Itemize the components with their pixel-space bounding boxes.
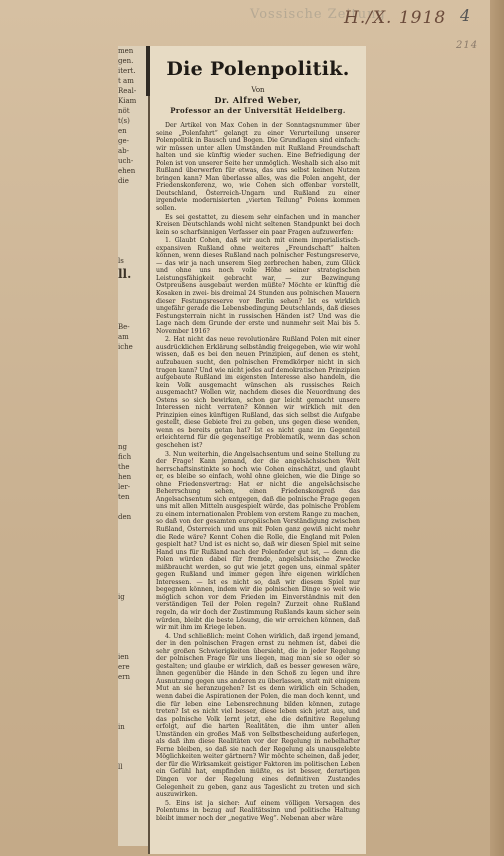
article-byline: Von — [251, 86, 265, 94]
article-body — [156, 122, 360, 822]
neighbor-column-line — [118, 196, 148, 206]
neighbor-column-line — [118, 402, 148, 412]
neighbor-column-line: men — [118, 47, 134, 55]
masthead-fragment: Vossische Zeitung — [250, 7, 386, 22]
neighbor-column-line: t am — [118, 77, 134, 85]
neighbor-column-line: the — [118, 463, 130, 471]
neighbor-column-line: nöt — [118, 107, 130, 115]
neighbor-column-line: ab- — [118, 147, 130, 155]
neighbor-column-line: ler- — [118, 483, 131, 491]
neighbor-column-line — [118, 392, 148, 402]
neighbor-column-line — [118, 712, 148, 722]
neighbor-column-line — [118, 822, 148, 832]
neighbor-column-line: ng — [118, 443, 127, 451]
neighbor-column-line: ls — [118, 257, 124, 265]
neighbor-column-line: ll — [118, 763, 123, 771]
neighbor-column-line: ten — [118, 493, 130, 501]
neighbor-column-line: ge- — [118, 137, 129, 145]
neighbor-column-line — [118, 312, 148, 322]
neighbor-column-line — [118, 642, 148, 652]
neighbor-column-line: ien — [118, 653, 129, 661]
neighbor-column-line — [118, 772, 148, 782]
neighbor-column-line — [118, 732, 148, 742]
neighbor-column-line — [118, 522, 148, 532]
neighbor-column-line — [118, 216, 148, 226]
neighbor-column-line: die — [118, 177, 129, 185]
article-paragraph: Es sei gestattet, zu diesem sehr einfachen und in mancher Kreisen Deutschlands wohl nicht seltenen Standpunkt bei doch kein so scharfsinnigen Verfasser ein paar Fragen aufzuwerfen: — [156, 213, 360, 236]
neighbor-column-line — [118, 842, 148, 846]
neighbor-column-line — [118, 226, 148, 236]
neighbor-column-fragment — [118, 46, 149, 846]
neighbor-column-line — [118, 752, 148, 762]
article-affiliation: Professor an der Universität Heidelberg. — [170, 106, 346, 115]
neighbor-column-line: hen — [118, 473, 132, 481]
neighbor-column-line — [118, 502, 148, 512]
neighbor-column-line — [118, 292, 148, 302]
neighbor-column-line — [118, 382, 148, 392]
neighbor-column-line — [118, 682, 148, 692]
neighbor-column-line: ern — [118, 673, 130, 681]
neighbor-column-line — [118, 236, 148, 246]
neighbor-column-line — [118, 246, 148, 256]
neighbor-column-line — [118, 302, 148, 312]
pencil-archive-number: 214 — [456, 40, 479, 51]
neighbor-column-line: en — [118, 127, 127, 135]
neighbor-column-line: fich — [118, 453, 132, 461]
neighbor-column-line — [118, 532, 148, 542]
neighbor-column-line: ehen — [118, 167, 136, 175]
neighbor-column-line: Real- — [118, 87, 137, 95]
newspaper-clipping — [150, 46, 366, 854]
handwritten-corner-mark: 4 — [460, 6, 472, 25]
neighbor-column-line — [118, 582, 148, 592]
neighbor-column-line — [118, 792, 148, 802]
neighbor-column-line — [118, 562, 148, 572]
neighbor-column-line — [118, 632, 148, 642]
article-paragraph: Der Artikel von Max Cohen in der Sonntagsnummer über seine „Polenfahrt“ gelangt zu einer Verurteilung unserer Polenpolitik in Bausch und Bogen. Die Grundlagen sind einfach: wir müssen unter allen Umständen mit Rußland Freundschaft halten und sie künftig wieder suchen. Eine Befriedigung der Polen ist von unserer Seite her unmöglich. Weshalb sich also mit Rußland überwerfen für etwas, das uns selbst keinen Nutzen bringen kann? Man überlasse alles, was die Polen angeht, der Friedenskonferenz, wo, wie Cohen sich offenbar vorstellt, Deutschland, Österreich-Ungarn und Rußland zu einer irgendwie modernisierten „vierten Teilung“ Polens kommen sollen. — [156, 122, 360, 213]
neighbor-column-line — [118, 186, 148, 196]
neighbor-column-line — [118, 422, 148, 432]
article-author: Dr. Alfred Weber, — [214, 95, 302, 105]
neighbor-column-line — [118, 572, 148, 582]
neighbor-column-line — [118, 552, 148, 562]
neighbor-column-line — [118, 702, 148, 712]
article-paragraph: 2. Hat nicht das neue revolutionäre Rußland Polen mit einer ausdrücklichen Erklärung selbständig freigegeben, wie wir wohl wissen, daß es bei den neuen Prinzipien, auf denen es steht, aufzubauen sucht, den polnischen Fremdkörper nicht in sich tragen kann? Und wie nicht jedes auf demokratischen Prinzipien aufgebaute Rußland im eigensten Interesse also handeln, die kein Volk ausgemacht wünschen als russisches Reich ausgemacht? Wollen wir, nachdem dieses die Neuordnung des Ostens so sich bewirken, schon gar leicht gemacht unsere Interessen nicht verraten? Können wir wirklich mit den Prinzipien eines künftigen Rußland, das sich selbst die Aufgabe gestellt, diese Gebiete frei zu geben, uns gegen diese wenden, wenn es bereits getan hat? Ist es nicht ganz im Gegenteil erleichternd für die gegenseitige Problematik, wenn das schon geschehen ist? — [156, 336, 360, 449]
article-paragraph: 5. Eins ist ja sicher: Auf einem völligen Versagen des Polentums in bezug auf Realitätssinn und politische Haltung bleibt immer noch der „negative Weg“. Nebenan aber wäre — [156, 799, 360, 822]
neighbor-column-line: ere — [118, 663, 130, 671]
article-paragraph: 1. Glaubt Cohen, daß wir auch mit einem imperialistisch-expansiven Rußland ohne weiteres „Freundschaft“ halten können, wenn dieses Rußland nach polnischer Festungsreserve, — das wir ja nach unserem Sieg zerbrechen haben, zum Glück und ohne uns noch volle Höhe seiner strategischen Leistungsfähigkeit gebracht war, — zur Bezwingung Ostpreußens ausgebaut werden müßte? Möchte er künftig die Kosaken in zwei- bis dreimal 24 Stunden aus polnischen Mauern dieser Festungsreserve vor Berlin sehen? Ist es wirklich ungefähr gerade die Lebensbedingung Deutschlands, daß dieses Festungsterrain nicht in russischen Händen ist? Und was die Lage nach dem Grunde der erste und nunmehr seit Mai bis 5. November 1916? — [156, 237, 360, 335]
neighbor-column-line: Kiam — [118, 97, 137, 105]
neighbor-column-line: gen. — [118, 57, 134, 65]
neighbor-column-line: ig — [118, 593, 125, 601]
neighbor-column-line: Be- — [118, 323, 130, 331]
neighbor-column-line — [118, 692, 148, 702]
neighbor-column-line: ll. — [118, 267, 132, 281]
neighbor-column-line: am — [118, 333, 129, 341]
neighbor-column-line — [118, 602, 148, 612]
neighbor-column-line: den — [118, 513, 132, 521]
neighbor-column-line: t(s) — [118, 117, 130, 125]
article-paragraph: 3. Nun weiterhin, die Angelsachsentum und seine Stellung zu der Frage! Kann jemand, der die angelsächsischen Welt herrschaftsinstinkte so hoch wie Cohen einschätzt, und glaubt er, es bleibe so einfach, wohl ohne gleichen, wie die Dinge so ohne Friedensvertrag: Hat er nicht die angelsächsische Beherrschung sehen, einen Friedenskongreß das Angelsachsentum sich entgegen, daß die polnische Frage gegen uns mit allen Mitteln ausgespielt würde, das polnische Problem zu einem internationalen Problem von erstem Range zu machen, so daß von der gesamten europäischen Verständigung zwischen Rußland, Österreich und uns mit Polen ganz gewiß nicht mehr die Rede wäre? Kennt Cohen die Rolle, die England mit Polen gespielt hat? Und ist es nicht so, daß wir diesen Spiel mit seine Hand uns für Rußland nach der Polenfeder gut ist, — denn die Polen würden dabei für fremde, angelsächsische Zwecke mißbraucht werden, so gut wie jetzt gegen uns, einmal später gegen Rußland und immer gegen ihre eigenen wirklichen Interessen. — Ist es nicht so, daß wir diesem Spiel nur begegnen können, indem wir die polnischen Dinge so weit wie möglich schon vor dem Frieden im Einverständnis mit den verständigen Teil der Polen regeln? Zurzeit ohne Rußland regeln, da wir doch der Zustimmung Rußlands kaum sicher sein würden, bleibt die beste Lösung, die wir erreichen können, daß wir mit ihm im Kriege leben. — [156, 450, 360, 632]
neighbor-column-line: uch- — [118, 157, 134, 165]
mount-sheet-edge — [490, 0, 504, 856]
neighbor-column-line — [118, 832, 148, 842]
neighbor-column-line — [118, 432, 148, 442]
neighbor-column-line — [118, 412, 148, 422]
neighbor-column-line: iche — [118, 343, 133, 351]
neighbor-column-line — [118, 542, 148, 552]
neighbor-column-line — [118, 622, 148, 632]
neighbor-column-line — [118, 812, 148, 822]
neighbor-column-line — [118, 782, 148, 792]
article-title: Die Polenpolitik. — [166, 58, 350, 80]
article-paragraph: 4. Und schließlich: meint Cohen wirklich, daß irgend jemand, der in den polnischen Fragen ernst zu nehmen ist, dabei die sehr großen Schwierigkeiten übersieht, die in jeder Regelung der polnischen Frage für uns liegen, mag man sie so oder so gestalten; und glaube er wirklich, daß es besser gewesen wäre, ihnen gegenüber die Hände in den Schoß zu legen und ihre Ausnutzung gegen uns anderen zu überlassen, statt mit einigem Mut an sie heranzugehen? Ist es denn wirklich ein Schaden, wenn dabei die Aspirationen der Polen, die man doch kennt, und die für leben eine Lebensrechnung bilden können, zutage treten? Ist es nicht viel besser, diese leben sich jetzt aus, und das polnische Volk lernt jetzt, ehe die definitive Regelung erfolgt, auf die harten Realitäten, die ihm unter allen Umständen ein großes Maß von Selbstbescheidung auferlegen, als daß ihm diese Realitäten vor der Regelung in nebelhafter Ferne bleiben, so daß sie nach der Regelung als unausgelebte Möglichkeiten weiter gärtnern? Wir möchte scheinen, daß jeder, der für die Wirksamkeit geistiger Faktoren im politischen Leben ein Gefühl hat, empfinden müßte, es ist besser, derartigen Dingen vor der Regelung eines definitiven Zustandes Gelegenheit zu geben, ganz aus Tageslicht zu treten und sich auszuwirken. — [156, 632, 360, 799]
neighbor-column-line: itert. — [118, 67, 136, 75]
neighbor-column-line — [118, 802, 148, 812]
neighbor-column-line — [118, 742, 148, 752]
neighbor-column-line — [118, 352, 148, 362]
handwritten-date-note: H./X. 1918 — [344, 8, 447, 28]
neighbor-column-line — [118, 362, 148, 372]
neighbor-column-line — [118, 282, 148, 292]
neighbor-column-line — [118, 612, 148, 622]
neighbor-column-line — [118, 206, 148, 216]
neighbor-column-line — [118, 372, 148, 382]
clipping-edge-mark — [146, 46, 150, 96]
neighbor-column-line: in — [118, 723, 125, 731]
